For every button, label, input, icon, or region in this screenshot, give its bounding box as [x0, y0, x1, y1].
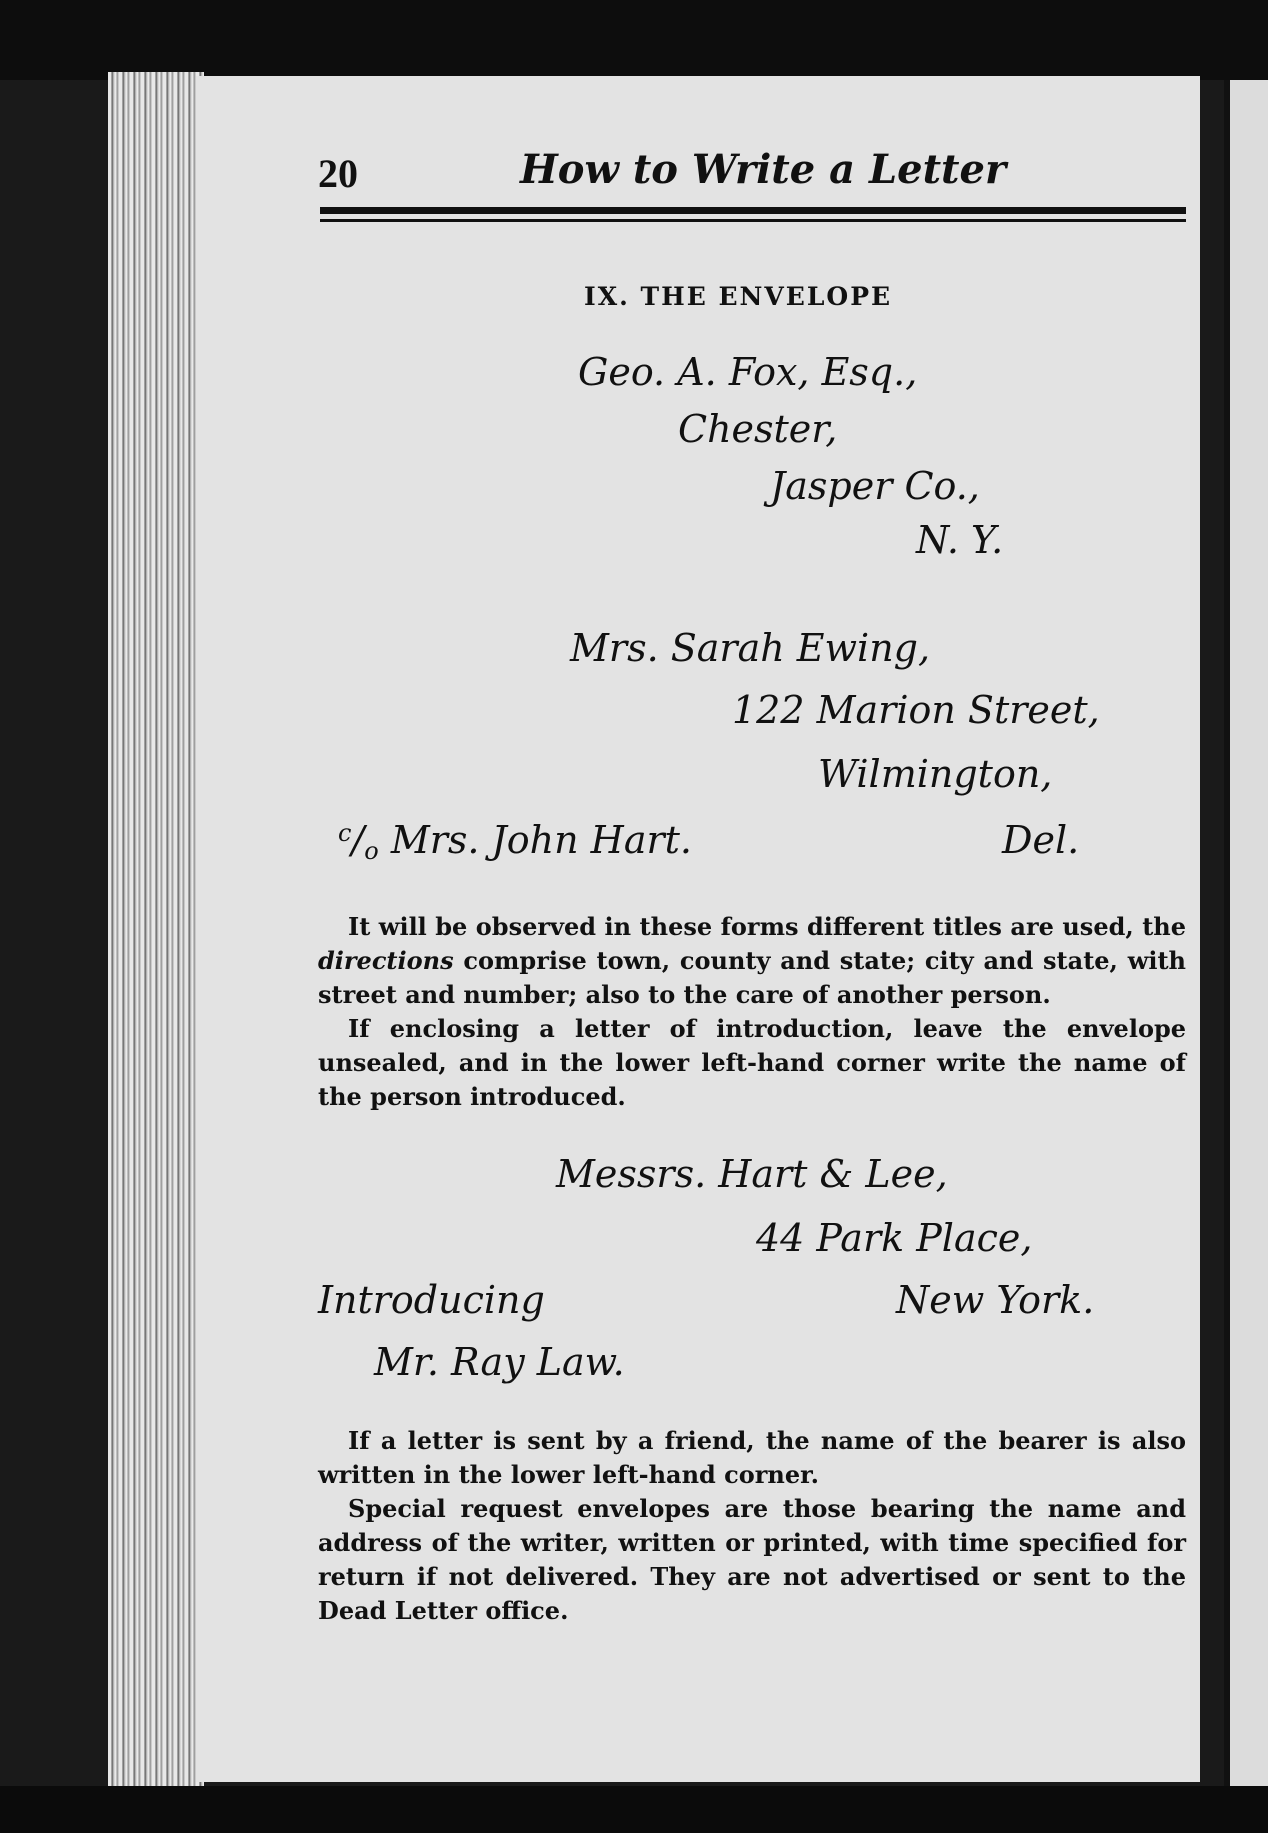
introduced-person: Mr. Ray Law. — [374, 1340, 625, 1384]
paragraph-2-text: If enclosing a letter of introduction, leave the envelope unsealed, and in the lower left-hand corner write the name of the person introduced. — [318, 1014, 1186, 1111]
envelope1-line3: Jasper Co., — [770, 464, 980, 508]
paragraph-1 — [318, 910, 1186, 1012]
scan-background-bottom — [0, 1786, 1268, 1833]
care-of-c: c — [338, 819, 352, 847]
book-page-edges — [108, 72, 204, 1787]
care-of-slash: / — [351, 818, 365, 862]
envelope3-line1: Messrs. Hart & Lee, — [556, 1152, 948, 1196]
header-rule-thick — [320, 207, 1186, 214]
paragraph-1-text-a: It will be observed in these forms different titles are used, the — [348, 912, 1186, 941]
envelope3-city: New York. — [896, 1278, 1095, 1322]
envelope3-line2: 44 Park Place, — [756, 1216, 1033, 1260]
paragraph-4 — [318, 1492, 1186, 1628]
care-of-name: Mrs. John Hart. — [390, 818, 692, 862]
envelope2-line1: Mrs. Sarah Ewing, — [570, 626, 931, 670]
paragraph-4-text: Special request envelopes are those bearing the name and address of the writer, written or printed, with time specified for return if not delivered. They are not advertised or sent to the Dead Letter office. — [318, 1494, 1186, 1625]
introducing-label: Introducing — [318, 1278, 545, 1322]
scan-background-top — [0, 0, 1268, 80]
envelope1-line2: Chester, — [678, 407, 838, 451]
header-rule-thin — [320, 219, 1186, 222]
paragraph-3 — [318, 1424, 1186, 1492]
envelope1-line4: N. Y. — [916, 518, 1004, 562]
page-number: 20 — [318, 151, 358, 196]
care-of-o: o — [364, 837, 379, 865]
paragraph-1-emphasis: directions — [318, 946, 454, 975]
envelope2-line3: Wilmington, — [818, 752, 1053, 796]
care-of-line — [338, 818, 692, 865]
paragraph-3-text: If a letter is sent by a friend, the name of the bearer is also written in the lower left-hand corner. — [318, 1426, 1186, 1489]
paragraph-2 — [318, 1012, 1186, 1114]
envelope1-line1: Geo. A. Fox, Esq., — [578, 350, 918, 394]
paragraph-1-text-b: comprise town, county and state; city and state, with street and number; also to the care of another person. — [318, 946, 1187, 1009]
envelope2-line2: 122 Marion Street, — [732, 688, 1100, 732]
facing-page-edge — [1224, 80, 1268, 1786]
envelope2-state: Del. — [1002, 818, 1080, 862]
section-title: IX. THE ENVELOPE — [584, 282, 893, 311]
running-head: How to Write a Letter — [520, 146, 1007, 193]
